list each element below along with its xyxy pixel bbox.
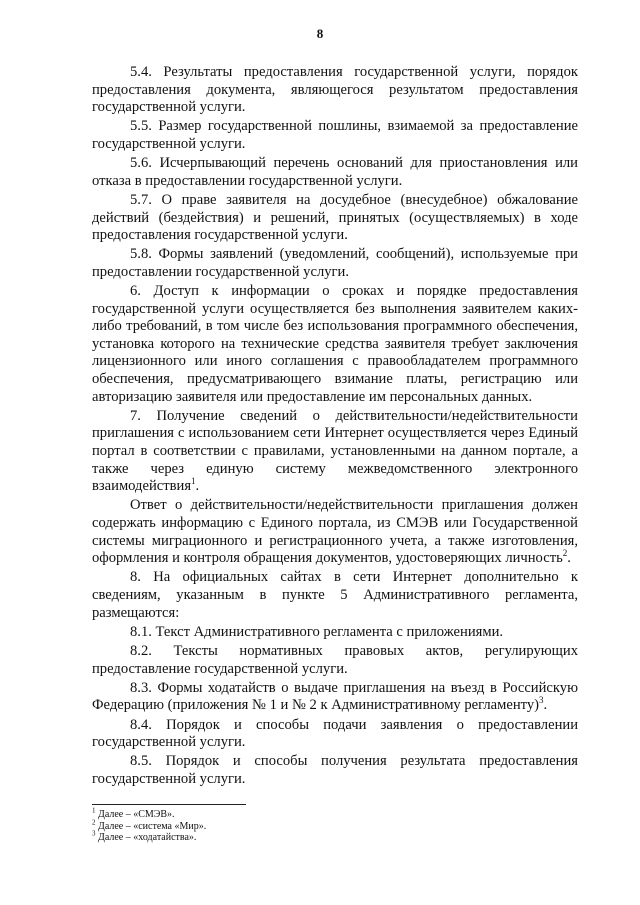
footnote-ref: 1 bbox=[191, 476, 196, 487]
page-number: 8 bbox=[316, 26, 324, 41]
footnote-1 bbox=[92, 806, 392, 821]
paragraph-text: 8.2. Тексты нормативных правовых актов, регулирующих предоставление государственной услуги. bbox=[92, 642, 578, 677]
paragraph-text: 7. Получение сведений о действительности/недействительности приглашения с использованием сети Интернет осуществляется через Единый портал в соответствии с правилами, установленными на данном портале, а также через единую систему межведомственного электронного взаимодействия bbox=[92, 407, 578, 495]
footnotes bbox=[92, 806, 392, 844]
paragraph-tail: . bbox=[567, 550, 571, 567]
paragraph-8-2 bbox=[92, 643, 578, 678]
paragraph-5-8 bbox=[92, 246, 578, 281]
paragraph-tail: . bbox=[195, 478, 200, 495]
paragraph-text: 8.1. Текст Административного регламента с приложениями. bbox=[130, 623, 504, 640]
paragraph-8-5 bbox=[92, 753, 578, 788]
document-body bbox=[92, 64, 578, 790]
paragraph-8-4 bbox=[92, 717, 578, 752]
paragraph-text: Ответ о действительности/недействительности приглашения должен содержать информацию с Единого портала, из СМЭВ или Государственной системы миграционного и регистрационного учета, а также изготовления, оформления и контроля обращения документов, удостоверяющих личность bbox=[92, 497, 578, 567]
paragraph-text: 5.4. Результаты предоставления государственной услуги, порядок предоставления документа, являющегося результатом предоставления государственной услуги. bbox=[92, 64, 578, 116]
paragraph-7-answer bbox=[92, 497, 578, 567]
paragraph-5-4 bbox=[92, 64, 578, 117]
footnote-number: 3 bbox=[92, 829, 96, 838]
paragraph-6 bbox=[92, 283, 578, 406]
footnote-text: Далее – «система «Мир». bbox=[98, 820, 207, 832]
paragraph-text: 5.7. О праве заявителя на досудебное (внесудебное) обжалование действий (бездействия) и решений, принятых (осуществляемых) в ходе предоставления государственной услуги. bbox=[92, 191, 578, 244]
paragraph-8-1 bbox=[92, 624, 578, 642]
paragraph-text: 5.6. Исчерпывающий перечень оснований для приостановления или отказа в предоставлении государственной услуги. bbox=[92, 155, 578, 189]
paragraph-tail: . bbox=[543, 697, 548, 714]
paragraph-5-5 bbox=[92, 118, 578, 153]
paragraph-text: 5.5. Размер государственной пошлины, взимаемой за предоставление государственной услуги. bbox=[92, 118, 578, 152]
paragraph-5-7 bbox=[92, 192, 578, 245]
paragraph-text: 8.5. Порядок и способы получения результата предоставления государственной услуги. bbox=[92, 753, 578, 787]
paragraph-text: 8.4. Порядок и способы подачи заявления о предоставлении государственной услуги. bbox=[92, 716, 578, 751]
paragraph-5-6 bbox=[92, 155, 578, 190]
paragraph-text: 8.3. Формы ходатайств о выдаче приглашения на въезд в Российскую Федерацию (приложения № 1 и № 2 к Административному регламенту) bbox=[92, 679, 578, 714]
paragraph-8-3 bbox=[92, 680, 578, 715]
footnote-ref: 3 bbox=[539, 695, 544, 706]
footnote-2 bbox=[92, 818, 392, 833]
footnote-number: 2 bbox=[92, 818, 96, 827]
footnote-ref: 2 bbox=[562, 548, 568, 559]
footnote-text: Далее – «СМЭВ». bbox=[98, 809, 175, 820]
paragraph-8 bbox=[92, 569, 578, 622]
footnote-divider bbox=[92, 804, 246, 805]
paragraph-text: 6. Доступ к информации о сроках и порядке предоставления государственной услуги осуществляется без выполнения заявителем каких-либо требований, в том числе без использования программного обеспечения, установка которого на технические средства заявителя требует заключения лицензионного или иного соглашения с правообладателем программного обеспечения, предусматривающего взимание платы, регистрацию или авторизацию заявителя или предоставление им персональных данных. bbox=[92, 283, 578, 405]
footnote-text: Далее – «ходатайства». bbox=[98, 832, 197, 843]
paragraph-text: 5.8. Формы заявлений (уведомлений, сообщений), используемые при предоставлении государственной услуги. bbox=[92, 246, 578, 280]
footnote-number: 1 bbox=[92, 806, 96, 815]
paragraph-text: 8. На официальных сайтах в сети Интернет дополнительно к сведениям, указанным в пункте 5 Административного регламента, размещаются: bbox=[92, 569, 578, 621]
paragraph-7 bbox=[92, 408, 578, 496]
footnote-3 bbox=[92, 829, 392, 844]
